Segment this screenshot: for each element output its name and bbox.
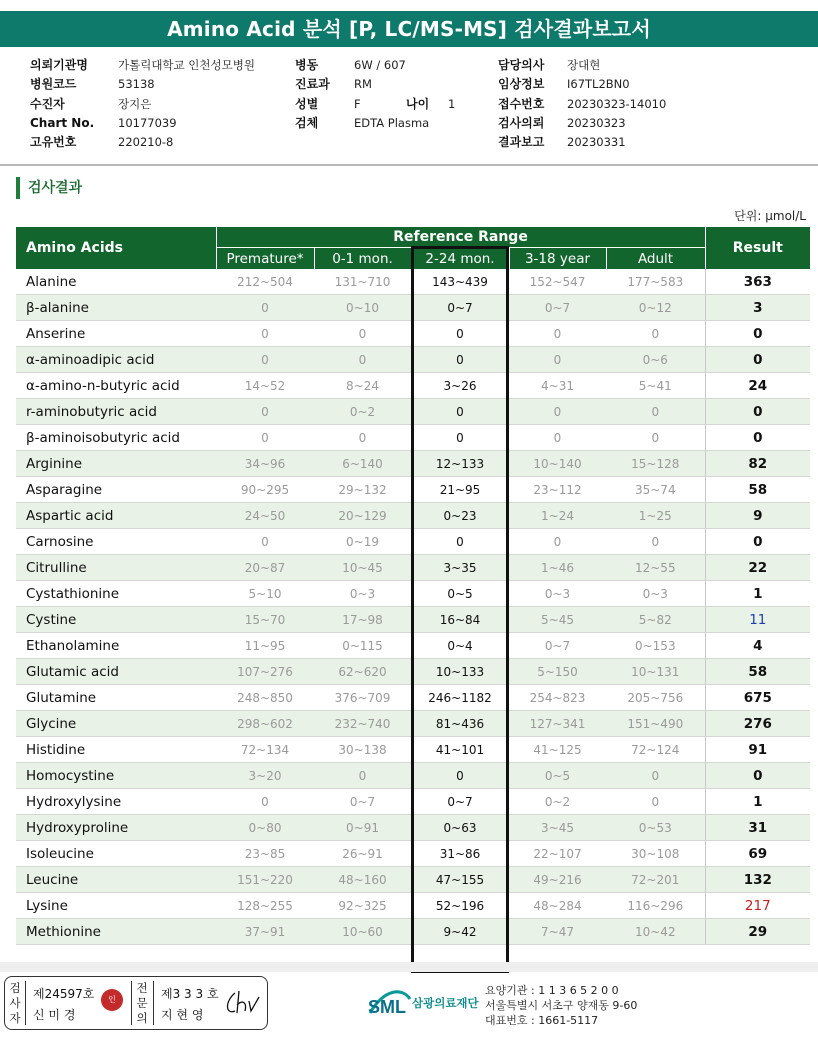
header-premature: Premature* bbox=[216, 248, 314, 270]
specialist-number: 제3 3 3 호 bbox=[161, 987, 219, 1001]
reference-range-cell: 5~45 bbox=[509, 607, 606, 633]
reference-range-cell: 0~153 bbox=[606, 633, 705, 659]
info-label: 접수번호 bbox=[498, 96, 545, 111]
table-row bbox=[16, 477, 810, 503]
result-value: 0 bbox=[705, 763, 810, 789]
official-seal: 인 bbox=[101, 989, 123, 1011]
result-value: 11 bbox=[705, 607, 810, 633]
contact-line: 요양기관 : 1 1 3 6 5 2 0 0 bbox=[485, 984, 619, 997]
table-row bbox=[16, 737, 810, 763]
reference-range-cell: 29~132 bbox=[314, 477, 411, 503]
header-amino-acids: Amino Acids bbox=[16, 227, 216, 269]
reference-range-cell: 128~255 bbox=[216, 893, 314, 919]
svg-text:SML: SML bbox=[368, 997, 406, 1017]
reference-range-cell: 48~160 bbox=[314, 867, 411, 893]
info-value: 220210-8 bbox=[118, 135, 174, 150]
reference-range-cell: 0 bbox=[216, 399, 314, 425]
reference-range-cell: 0~80 bbox=[216, 815, 314, 841]
reference-range-cell: 9~42 bbox=[411, 919, 509, 945]
table-row bbox=[16, 581, 810, 607]
reference-range-cell: 0 bbox=[216, 425, 314, 451]
reference-range-cell: 52~196 bbox=[411, 893, 509, 919]
reference-range-cell: 0 bbox=[606, 529, 705, 555]
table-row bbox=[16, 841, 810, 867]
reference-range-cell: 0~7 bbox=[509, 295, 606, 321]
reference-range-cell: 3~35 bbox=[411, 555, 509, 581]
table-row bbox=[16, 503, 810, 529]
amino-acid-name: Histidine bbox=[16, 737, 216, 763]
reference-range-cell: 48~284 bbox=[509, 893, 606, 919]
info-label: 병원코드 bbox=[30, 77, 77, 92]
result-value: 91 bbox=[705, 737, 810, 763]
reference-range-cell: 0 bbox=[314, 321, 411, 347]
result-value: 9 bbox=[705, 503, 810, 529]
reference-range-cell: 16~84 bbox=[411, 607, 509, 633]
reference-range-cell: 23~112 bbox=[509, 477, 606, 503]
table-row bbox=[16, 789, 810, 815]
info-divider bbox=[0, 164, 818, 166]
header-3-18-year: 3-18 year bbox=[509, 248, 606, 270]
header-adult: Adult bbox=[606, 248, 705, 270]
result-value: 1 bbox=[705, 581, 810, 607]
reference-range-cell: 30~138 bbox=[314, 737, 411, 763]
report-title: Amino Acid 분석 [P, LC/MS-MS] 검사결과보고서 bbox=[0, 11, 818, 47]
reference-range-cell: 0~5 bbox=[509, 763, 606, 789]
table-row bbox=[16, 347, 810, 373]
reference-range-cell: 30~108 bbox=[606, 841, 705, 867]
results-table bbox=[16, 227, 810, 945]
result-value: 22 bbox=[705, 555, 810, 581]
reference-range-cell: 0 bbox=[216, 321, 314, 347]
footer-band bbox=[0, 962, 818, 972]
reference-range-cell: 0 bbox=[411, 425, 509, 451]
amino-acid-name: Hydroxylysine bbox=[16, 789, 216, 815]
info-label: 수진자 bbox=[30, 96, 65, 111]
reference-range-cell: 0 bbox=[216, 295, 314, 321]
specialist-name: 지 현 영 bbox=[161, 1008, 204, 1022]
reference-range-cell: 81~436 bbox=[411, 711, 509, 737]
reference-range-cell: 17~98 bbox=[314, 607, 411, 633]
signature-scribble bbox=[223, 987, 263, 1019]
reference-range-cell: 0~7 bbox=[314, 789, 411, 815]
reference-range-cell: 5~10 bbox=[216, 581, 314, 607]
amino-acid-name: Cystathionine bbox=[16, 581, 216, 607]
info-value: 10177039 bbox=[118, 115, 177, 130]
patient-info-col2 bbox=[295, 56, 455, 133]
reference-range-cell: 0 bbox=[314, 425, 411, 451]
reference-range-cell: 47~155 bbox=[411, 867, 509, 893]
reference-range-cell: 0 bbox=[411, 399, 509, 425]
info-value: 6W / 607 bbox=[354, 58, 406, 72]
reference-range-cell: 72~124 bbox=[606, 737, 705, 763]
reference-range-cell: 0 bbox=[314, 347, 411, 373]
reference-range-cell: 116~296 bbox=[606, 893, 705, 919]
reference-range-cell: 6~140 bbox=[314, 451, 411, 477]
table-row bbox=[16, 633, 810, 659]
reference-range-cell: 0~10 bbox=[314, 295, 411, 321]
info-value: 가톨릭대학교 인천성모병원 bbox=[118, 58, 255, 72]
reference-range-cell: 72~201 bbox=[606, 867, 705, 893]
table-row bbox=[16, 685, 810, 711]
reference-range-cell: 0 bbox=[509, 321, 606, 347]
result-value: 4 bbox=[705, 633, 810, 659]
table-row bbox=[16, 711, 810, 737]
reference-range-cell: 0~3 bbox=[314, 581, 411, 607]
amino-acid-name: r-aminobutyric acid bbox=[16, 399, 216, 425]
result-value: 1 bbox=[705, 789, 810, 815]
table-row bbox=[16, 269, 810, 295]
org-contact bbox=[485, 983, 637, 1028]
result-value: 24 bbox=[705, 373, 810, 399]
header-0-1-mon: 0-1 mon. bbox=[314, 248, 411, 270]
info-label: 검체 bbox=[295, 115, 319, 130]
info-value: 1 bbox=[448, 96, 456, 111]
reference-range-cell: 10~140 bbox=[509, 451, 606, 477]
reference-range-cell: 143~439 bbox=[411, 269, 509, 295]
reference-range-cell: 0 bbox=[216, 347, 314, 373]
reference-range-cell: 92~325 bbox=[314, 893, 411, 919]
info-value: I67TL2BN0 bbox=[567, 77, 630, 92]
table-row bbox=[16, 919, 810, 945]
reference-range-cell: 0~6 bbox=[606, 347, 705, 373]
reference-range-cell: 0 bbox=[606, 789, 705, 815]
amino-acid-name: Arginine bbox=[16, 451, 216, 477]
reference-range-cell: 0~23 bbox=[411, 503, 509, 529]
amino-acid-name: Homocystine bbox=[16, 763, 216, 789]
reference-range-cell: 41~125 bbox=[509, 737, 606, 763]
org-name: 삼광의료재단 bbox=[412, 996, 479, 1010]
info-label: 나이 bbox=[406, 96, 430, 111]
reference-range-cell: 0~3 bbox=[509, 581, 606, 607]
reference-range-cell: 131~710 bbox=[314, 269, 411, 295]
reference-range-cell: 0~3 bbox=[606, 581, 705, 607]
result-value: 0 bbox=[705, 425, 810, 451]
result-value: 276 bbox=[705, 711, 810, 737]
table-row bbox=[16, 659, 810, 685]
result-value: 0 bbox=[705, 347, 810, 373]
tester-name: 신 미 경 bbox=[33, 1008, 76, 1022]
result-value: 0 bbox=[705, 529, 810, 555]
reference-range-cell: 254~823 bbox=[509, 685, 606, 711]
reference-range-cell: 3~26 bbox=[411, 373, 509, 399]
amino-acid-name: α-amino-n-butyric acid bbox=[16, 373, 216, 399]
reference-range-cell: 21~95 bbox=[411, 477, 509, 503]
contact-line: 대표번호 : 1661-5117 bbox=[485, 1014, 599, 1027]
reference-range-cell: 0 bbox=[411, 763, 509, 789]
amino-acid-name: Isoleucine bbox=[16, 841, 216, 867]
info-value: 53138 bbox=[118, 77, 155, 92]
reference-range-cell: 10~42 bbox=[606, 919, 705, 945]
reference-range-cell: 212~504 bbox=[216, 269, 314, 295]
reference-range-cell: 72~134 bbox=[216, 737, 314, 763]
reference-range-cell: 49~216 bbox=[509, 867, 606, 893]
info-label: 담당의사 bbox=[498, 58, 545, 72]
reference-range-cell: 0 bbox=[606, 425, 705, 451]
reference-range-cell: 0 bbox=[314, 763, 411, 789]
reference-range-cell: 10~131 bbox=[606, 659, 705, 685]
reference-range-cell: 12~55 bbox=[606, 555, 705, 581]
amino-acid-name: Carnosine bbox=[16, 529, 216, 555]
reference-range-cell: 0 bbox=[606, 321, 705, 347]
reference-range-cell: 5~41 bbox=[606, 373, 705, 399]
reference-range-cell: 0 bbox=[606, 763, 705, 789]
reference-range-cell: 0~4 bbox=[411, 633, 509, 659]
reference-range-cell: 22~107 bbox=[509, 841, 606, 867]
reference-range-cell: 0 bbox=[509, 399, 606, 425]
reference-range-cell: 177~583 bbox=[606, 269, 705, 295]
header-2-24-mon: 2-24 mon. bbox=[411, 248, 509, 270]
amino-acid-name: β-aminoisobutyric acid bbox=[16, 425, 216, 451]
info-label: 병동 bbox=[295, 58, 319, 72]
reference-range-cell: 0~7 bbox=[411, 789, 509, 815]
table-row bbox=[16, 893, 810, 919]
info-label: 고유번호 bbox=[30, 135, 77, 150]
reference-range-cell: 151~220 bbox=[216, 867, 314, 893]
result-value: 3 bbox=[705, 295, 810, 321]
info-label: 검사의뢰 bbox=[498, 115, 545, 130]
section-title: 검사결과 bbox=[16, 177, 82, 199]
table-row bbox=[16, 321, 810, 347]
reference-range-cell: 8~24 bbox=[314, 373, 411, 399]
reference-range-cell: 3~20 bbox=[216, 763, 314, 789]
reference-range-cell: 14~52 bbox=[216, 373, 314, 399]
amino-acid-name: Alanine bbox=[16, 269, 216, 295]
patient-info-col3 bbox=[498, 56, 666, 152]
reference-range-cell: 0 bbox=[606, 399, 705, 425]
result-value: 29 bbox=[705, 919, 810, 945]
reference-range-cell: 0~115 bbox=[314, 633, 411, 659]
table-row bbox=[16, 399, 810, 425]
reference-range-cell: 7~47 bbox=[509, 919, 606, 945]
info-value: 장대현 bbox=[567, 58, 601, 72]
info-label: Chart No. bbox=[30, 115, 95, 130]
reference-range-cell: 0 bbox=[509, 529, 606, 555]
info-value: 20230323 bbox=[567, 115, 626, 130]
amino-acid-name: Ethanolamine bbox=[16, 633, 216, 659]
reference-range-cell: 0 bbox=[411, 347, 509, 373]
reference-range-cell: 0~7 bbox=[411, 295, 509, 321]
result-value: 69 bbox=[705, 841, 810, 867]
reference-range-cell: 0 bbox=[509, 425, 606, 451]
reference-range-cell: 376~709 bbox=[314, 685, 411, 711]
amino-acid-name: Leucine bbox=[16, 867, 216, 893]
amino-acid-name: β-alanine bbox=[16, 295, 216, 321]
reference-range-cell: 10~133 bbox=[411, 659, 509, 685]
divider bbox=[153, 981, 154, 1025]
amino-acid-name: Aspartic acid bbox=[16, 503, 216, 529]
reference-range-cell: 90~295 bbox=[216, 477, 314, 503]
info-value: 장지은 bbox=[118, 96, 152, 111]
reference-range-cell: 11~95 bbox=[216, 633, 314, 659]
amino-acid-name: Cystine bbox=[16, 607, 216, 633]
reference-range-cell: 0~53 bbox=[606, 815, 705, 841]
result-value: 132 bbox=[705, 867, 810, 893]
reference-range-cell: 0~91 bbox=[314, 815, 411, 841]
reference-range-cell: 298~602 bbox=[216, 711, 314, 737]
info-value: 20230331 bbox=[567, 135, 626, 150]
result-value: 58 bbox=[705, 477, 810, 503]
table-row bbox=[16, 763, 810, 789]
reference-range-cell: 0~63 bbox=[411, 815, 509, 841]
divider bbox=[131, 981, 132, 1025]
reference-range-cell: 127~341 bbox=[509, 711, 606, 737]
info-value: EDTA Plasma bbox=[354, 115, 430, 130]
reference-range-cell: 1~46 bbox=[509, 555, 606, 581]
reference-range-cell: 0~19 bbox=[314, 529, 411, 555]
reference-range-cell: 10~60 bbox=[314, 919, 411, 945]
reference-range-cell: 23~85 bbox=[216, 841, 314, 867]
info-value: RM bbox=[354, 77, 372, 92]
reference-range-cell: 0 bbox=[216, 789, 314, 815]
amino-acid-name: Hydroxyproline bbox=[16, 815, 216, 841]
result-value: 0 bbox=[705, 321, 810, 347]
reference-range-cell: 31~86 bbox=[411, 841, 509, 867]
amino-acid-name: Glutamine bbox=[16, 685, 216, 711]
table-row bbox=[16, 867, 810, 893]
reference-range-cell: 15~70 bbox=[216, 607, 314, 633]
reference-range-cell: 10~45 bbox=[314, 555, 411, 581]
reference-range-cell: 0~7 bbox=[509, 633, 606, 659]
results-table-wrap bbox=[16, 227, 810, 945]
reference-range-cell: 0 bbox=[509, 347, 606, 373]
contact-line: 서울특별시 서초구 양재동 9-60 bbox=[485, 999, 638, 1012]
reference-range-cell: 0~12 bbox=[606, 295, 705, 321]
reference-range-cell: 5~82 bbox=[606, 607, 705, 633]
amino-acid-name: Methionine bbox=[16, 919, 216, 945]
reference-range-cell: 24~50 bbox=[216, 503, 314, 529]
reference-range-cell: 246~1182 bbox=[411, 685, 509, 711]
info-label: 결과보고 bbox=[498, 135, 545, 150]
reference-range-cell: 151~490 bbox=[606, 711, 705, 737]
info-value: F bbox=[354, 96, 361, 111]
tester-label: 검 사 자 bbox=[9, 981, 21, 1025]
reference-range-cell: 1~25 bbox=[606, 503, 705, 529]
specialist-label: 전 문 의 bbox=[136, 981, 148, 1025]
info-label: 진료과 bbox=[295, 77, 330, 92]
table-row bbox=[16, 555, 810, 581]
table-row bbox=[16, 373, 810, 399]
reference-range-cell: 5~150 bbox=[509, 659, 606, 685]
info-label: 임상정보 bbox=[498, 77, 545, 92]
table-row bbox=[16, 425, 810, 451]
reference-range-cell: 35~74 bbox=[606, 477, 705, 503]
amino-acid-name: Glutamic acid bbox=[16, 659, 216, 685]
reference-range-cell: 12~133 bbox=[411, 451, 509, 477]
header-reference-range: Reference Range bbox=[216, 227, 705, 248]
reference-range-cell: 1~24 bbox=[509, 503, 606, 529]
reference-range-cell: 0~5 bbox=[411, 581, 509, 607]
reference-range-cell: 62~620 bbox=[314, 659, 411, 685]
table-row bbox=[16, 607, 810, 633]
signature-box bbox=[4, 976, 268, 1030]
amino-acid-name: Asparagine bbox=[16, 477, 216, 503]
reference-range-cell: 232~740 bbox=[314, 711, 411, 737]
reference-range-cell: 0~2 bbox=[509, 789, 606, 815]
reference-range-cell: 37~91 bbox=[216, 919, 314, 945]
reference-range-cell: 0 bbox=[411, 321, 509, 347]
result-value: 82 bbox=[705, 451, 810, 477]
result-value: 363 bbox=[705, 269, 810, 295]
table-row bbox=[16, 451, 810, 477]
info-label: 의뢰기관명 bbox=[30, 58, 88, 72]
reference-range-cell: 41~101 bbox=[411, 737, 509, 763]
result-value: 31 bbox=[705, 815, 810, 841]
reference-range-cell: 0 bbox=[411, 529, 509, 555]
patient-info-col1 bbox=[30, 56, 255, 152]
amino-acid-name: Citrulline bbox=[16, 555, 216, 581]
table-row bbox=[16, 815, 810, 841]
table-row bbox=[16, 295, 810, 321]
reference-range-cell: 3~45 bbox=[509, 815, 606, 841]
reference-range-cell: 152~547 bbox=[509, 269, 606, 295]
amino-acid-name: Anserine bbox=[16, 321, 216, 347]
reference-range-cell: 34~96 bbox=[216, 451, 314, 477]
reference-range-cell: 20~129 bbox=[314, 503, 411, 529]
amino-acid-name: Glycine bbox=[16, 711, 216, 737]
divider bbox=[25, 981, 26, 1025]
tester-number: 제24597호 bbox=[33, 987, 95, 1001]
info-value: 20230323-14010 bbox=[567, 96, 667, 111]
amino-acid-name: α-aminoadipic acid bbox=[16, 347, 216, 373]
info-label: 성별 bbox=[295, 96, 319, 111]
result-value: 217 bbox=[705, 893, 810, 919]
reference-range-cell: 248~850 bbox=[216, 685, 314, 711]
result-value: 0 bbox=[705, 399, 810, 425]
result-value: 58 bbox=[705, 659, 810, 685]
header-result: Result bbox=[705, 227, 810, 269]
reference-range-cell: 0~2 bbox=[314, 399, 411, 425]
amino-acid-name: Lysine bbox=[16, 893, 216, 919]
reference-range-cell: 20~87 bbox=[216, 555, 314, 581]
unit-label: 단위: μmol/L bbox=[734, 209, 806, 223]
reference-range-cell: 0 bbox=[216, 529, 314, 555]
reference-range-cell: 15~128 bbox=[606, 451, 705, 477]
reference-range-cell: 107~276 bbox=[216, 659, 314, 685]
reference-range-cell: 205~756 bbox=[606, 685, 705, 711]
result-value: 675 bbox=[705, 685, 810, 711]
table-row bbox=[16, 529, 810, 555]
reference-range-cell: 26~91 bbox=[314, 841, 411, 867]
reference-range-cell: 4~31 bbox=[509, 373, 606, 399]
